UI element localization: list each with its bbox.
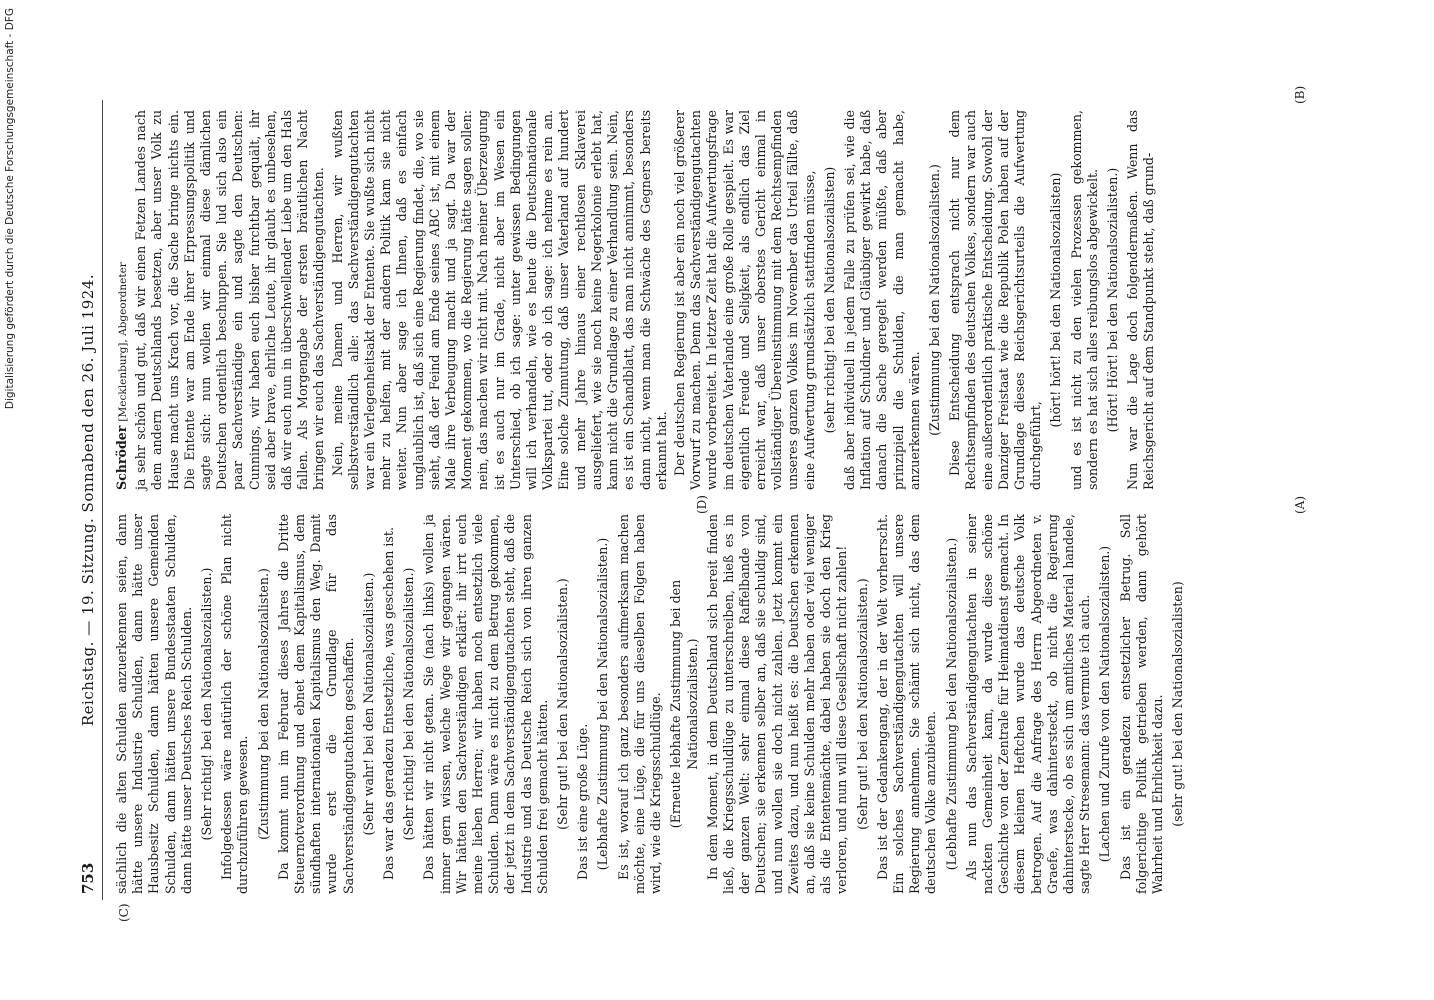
- paragraph: Diese Entscheidung entsprach nicht nur dem Rechtsempfinden des deutschen Volkes, sondern war auch eine außerordentlich praktische Entscheidung. Sowohl der Danziger Freistaat wie die Republik Polen haben auf der Grundlage dieses Reichsgerichtsurteils die Aufwertung durchgeführt,: [947, 110, 1044, 490]
- paragraph: Nun war die Lage doch folgendermaßen. Wenn das Reichsgericht auf dem Standpunkt steht, daß grund-: [1125, 110, 1157, 490]
- paragraph: Nein, meine Damen und Herren, wir wußten selbstverständlich alle: das Sachverständigengutachten war ein Verlegenheitsakt der Entente. Sie wußte sich nicht mehr zu helfen, mit der andern Politik kam sie nicht weiter. Nun aber sage ich Ihnen, daß es einfach unglaublich ist, daß sich eine Regierung findet, die, wo sie sieht, daß der Feind am Ende seines ABC ist, mit einem Male ihre Verbeugung macht und ja sagt. Da war der Moment gekommen, wo die Regierung hätte sagen sollen: nein, das machen wir nicht mit. Nach meiner Überzeugung ist es auch nur im Grade, nicht aber im Wesen ein Unterschied, ob ich sage: unter gewissen Bedingungen will ich verhandeln, wie es heute die Deutschnationale Volkspartei tut, oder ob ich sage: ich nehme es rein an. Eine solche Zumutung, daß unser Vaterland auf hundert und mehr Jahre hinaus einer rechtlosen Sklaverei ausgeliefert, wie sie noch keine Negerkolonie erlebt hat, kann nicht die Grundlage zu einer Verhandlung sein. Nein, es ist ein Schandblatt, das man nicht annimmt, besonders dann nicht, wenn man die Schwäche des Gegners bereits erkannt hat.: [329, 110, 669, 490]
- interjection: (Zustimmung bei den Nationalsozialisten.): [926, 164, 942, 436]
- paragraph: In dem Moment, in dem Deutschland sich bereit finden ließ, die Kriegsschuldlüge zu unterschreiben, hieß es in der ganzen Welt: sehr einmal diese Raffelbande von Deutschen; sie erkennen selber an, daß sie schuldig sind, und nun wollen sie doch nicht zahlen. Jetzt kommt ein Zweites dazu, und nun heißt es: die Deutschen erkennen an, daß sie keine Schulden mehr haben oder viel weniger als die Ententemächte, dabei haben sie doch den Krieg verloren, und nun will diese Gesellschaft nicht zahlen!: [704, 514, 850, 894]
- marginal-letter-b: (B): [1293, 85, 1307, 104]
- speaker-line: [114, 110, 131, 490]
- marginal-letter-a: (A): [1293, 495, 1307, 514]
- paragraph: Das war das geradezu Entsetzliche, was geschehen ist.: [381, 527, 397, 880]
- speaker-note: [Mecklenburg], Abgeordneter: [117, 262, 129, 422]
- right-column: [114, 110, 1160, 490]
- interjection: (sehr gut! bei den Nationalsozialisten): [1170, 581, 1186, 827]
- interjection: (Lebhafte Zustimmung bei den Nationalsozialisten.): [595, 537, 611, 871]
- paragraph: Das ist ein geradezu entsetzlicher Betrug. Soll folgerichtige Politik getrieben werden, dann gehört Wahrheit und Ehrlichkeit dazu.: [1117, 514, 1165, 894]
- interjection: (Lebhafte Zustimmung bei den Nationalsozialisten.): [943, 537, 959, 871]
- interjection: (Lachen und Zurufe von den Nationalsozialisten.): [1097, 545, 1113, 863]
- page-title: Reichstag. — 19. Sitzung. Sonnabend den 26. Juli 1924.: [79, 273, 97, 727]
- paragraph: Infolgedessen wäre natürlich der schöne Plan nicht durchzuführen gewesen.: [219, 514, 251, 894]
- marginal-letter-c: (C): [117, 903, 131, 922]
- interjection: (Sehr gut! bei den Nationalsozialisten.): [854, 578, 870, 830]
- interjection: (hört! hört! bei den Nationalsozialisten): [1048, 172, 1064, 428]
- page-number: 753: [79, 862, 97, 894]
- document-page: [79, 85, 1310, 922]
- interjection: (Erneute lebhafte Zustimmung bei den Nationalsozialisten.): [668, 579, 700, 829]
- paragraph: ja sehr schön und gut, daß wir einen Fetzen Landes nach dem andern Deutschlands besetzen, aber unser Volk zu Hause macht uns Krach vor, die Sache bringe nichts ein. Die Entente war am Ende ihrer Erpressungspolitik und sagte sich: nun wollen wir einmal diese dämlichen Deutschen ordentlich beschuppen. Sie lud sich also ein paar Sachverständige ein und sagte den Deutschen: Cunnings, wir haben euch bisher furchtbar gequält, ihr seid aber brave, ehrliche Leute, ihr glaubt es unbesehen, daß wir euch nun in überschwellender Liebe um den Hals fallen. Als Morgengabe der ersten bräutlichen Nacht bringen wir euch das Sachverständigengutachten.: [133, 110, 327, 490]
- interjection: (Sehr wahr! bei den Nationalsozialisten.): [360, 572, 376, 836]
- paragraph: Als nun das Sachverständigengutachten in seiner nackten Gemeinheit kam, da wurde diese schöne Geschichte von der Zentrale für Heimatdienst gemacht. In diesem kleinen Heftchen wurde das deutsche Volk betrogen. Auf die Anfrage des Herrn Abgeordneten v. Graefe, was dahintersteckt, ob nicht die Regierung dahinterstecke, ob es sich um amtliches Material handele, sagte Herr Stresemann: das vermute ich auch.: [963, 514, 1093, 894]
- interjection: (Sehr gut! bei den Nationalsozialisten.): [555, 578, 571, 830]
- left-column: [114, 514, 1190, 894]
- paragraph: Da kommt nun im Februar dieses Jahres die Dritte Steuernotverordnung und ebnet dem Kapitalismus, dem sündhaften internationalen Kapitalismus den Weg. Damit wurde erst die Grundlage für das Sachverständigengutachten geschaffen.: [275, 514, 356, 894]
- interjection: (Hört! Hört! bei den Nationalsozialisten.): [1104, 167, 1120, 433]
- interjection: (Zustimmung bei den Nationalsozialisten.): [255, 568, 271, 840]
- page-header: [80, 100, 103, 900]
- speaker-name: Schröder: [114, 425, 129, 490]
- digitization-note: Digitalisierung gefördert durch die Deutsche Forschungsgemeinschaft - DFG: [4, 8, 16, 410]
- interjection: (Sehr richtig! bei den Nationalsozialisten.): [199, 567, 215, 841]
- marginal-letter-d: (D): [695, 495, 709, 514]
- interjection: (sehr richtig! bei den Nationalsozialisten): [821, 166, 837, 434]
- paragraph: Das hätten wir nicht getan. Sie (nach links) wollen ja immer gern wissen, welche Wege wir gegangen wären. Wir hätten den Sachverständigen erklärt: ihr irrt euch meine lieben Herren; wir haben noch entsetzlich viele Schulden. Dann wäre es nicht zu dem Betrug gekommen, der jetzt in dem Sachverständigengutachten steht, daß die Industrie und das Deutsche Reich sich von ihren ganzen Schulden frei gemacht hätten.: [421, 514, 550, 894]
- paragraph: Das ist eine große Lüge.: [575, 723, 591, 880]
- paragraph: Der deutschen Regierung ist aber ein noch viel größerer Vorwurf zu machen. Denn das Sachverständigengutachten wurde vorbereitet. In letzter Zeit hat die Aufwertungsfrage im deutschen Vaterlande eine große Rolle gespielt. Es war eigentlich Freude und Seligkeit, als endlich das Ziel erreicht war, daß unser oberstes Gericht einmal in vollständiger Übereinstimmung mit dem Rechtsempfinden unseres ganzen Volkes im November das Urteil fällte, daß eine Aufwertung grundsätzlich stattfinden müsse,: [671, 110, 817, 490]
- paragraph: sächlich die alten Schulden anzuerkennen seien, dann hätte unsere Industrie Schulden, dann hätte unser Hausbesitz Schulden, dann hätten unsere Gemeinden Schulden, dann hätten unsere Bundesstaaten Schulden, dann hätte unser Deutsches Reich Schulden.: [114, 514, 194, 894]
- interjection: (Sehr richtig! bei den Nationalsozialisten.): [401, 567, 417, 841]
- paragraph: Das ist der Gedankengang, der in der Welt vorherrscht. Ein solches Sachverständigengutachten will unsere Regierung annehmen. Sie schämt sich nicht, das dem deutschen Volke anzubieten.: [874, 514, 939, 894]
- paragraph: und es ist nicht zu den vielen Prozessen gekommen, sondern es hat sich alles reibungslos abgewickelt.: [1068, 110, 1100, 490]
- paragraph: daß aber individuell in jedem Falle zu prüfen sei, wie die Inflation auf Schuldner und Gläubiger gewirkt habe, daß danach die Sache geregelt werden müßte, daß aber prinzipiell die Schulden, die man gemacht habe, anzuerkennen wären.: [841, 110, 922, 490]
- paragraph: Es ist, worauf ich ganz besonders aufmerksam machen möchte, eine Lüge, die für uns dieselben Folgen haben wird, wie die Kriegsschuldlüge.: [615, 514, 664, 894]
